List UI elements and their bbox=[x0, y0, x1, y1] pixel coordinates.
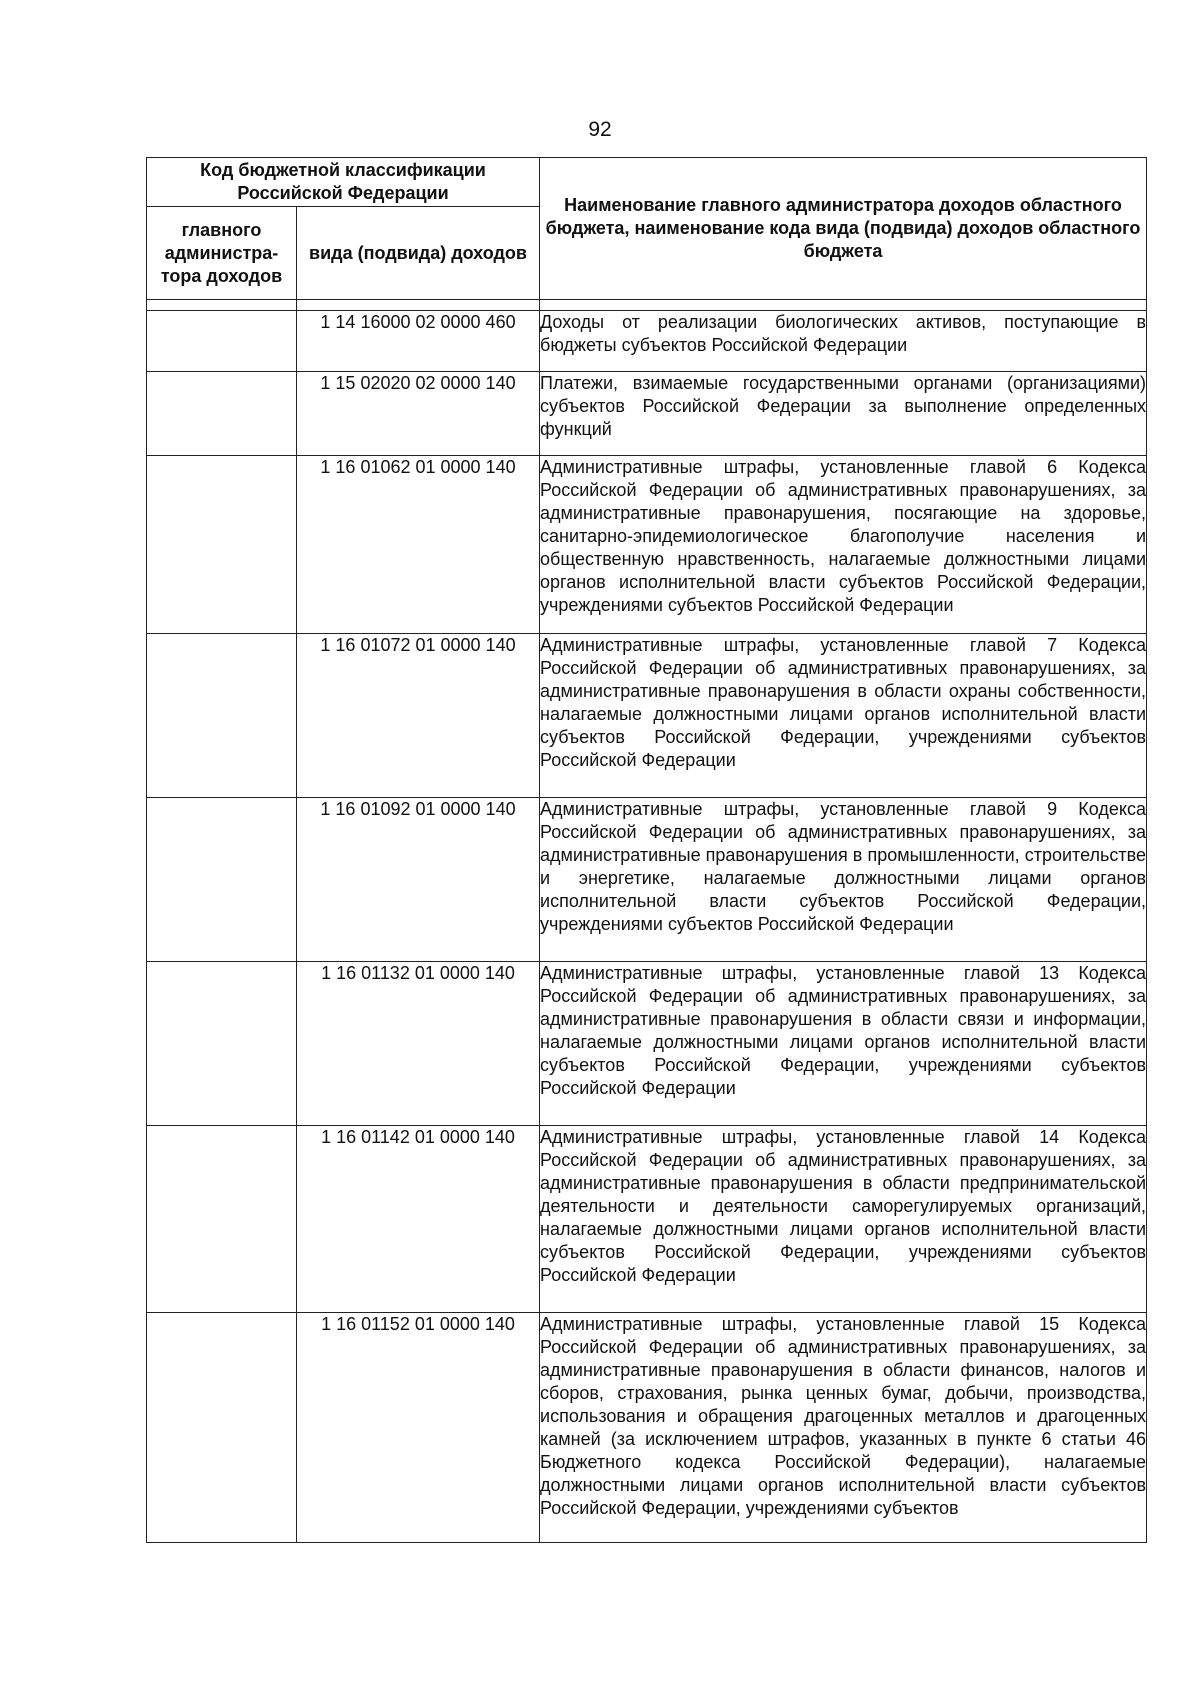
income-code-cell: 1 16 01092 01 0000 140 bbox=[297, 798, 540, 962]
income-name-cell: Административные штрафы, установленные главой 15 Кодекса Российской Федерации об административных правонарушениях, за административные правонарушения в области финансов, налогов и сборов, страхования, рынка ценных бумаг, добычи, производства, использования и обращения драгоценных металлов и драгоценных камней (за исключением штрафов, указанных в пункте 6 статьи 46 Бюджетного кодекса Российской Федерации), налагаемые должностными лицами органов исполнительной власти субъектов Российской Федерации, учреждениями субъектов bbox=[540, 1313, 1147, 1543]
header-name-column: Наименование главного администратора доходов областного бюджета, наименование кода вида (подвида) доходов областного бюджета bbox=[540, 158, 1147, 300]
separator-cell bbox=[147, 300, 297, 311]
header-kind-column: вида (подвида) доходов bbox=[297, 207, 540, 300]
income-name-cell: Административные штрафы, установленные главой 6 Кодекса Российской Федерации об административных правонарушениях, за административные правонарушения, посягающие на здоровье, санитарно-эпидемиологическое благополучие населения и общественную нравственность, налагаемые должностными лицами органов исполнительной власти субъектов Российской Федерации, учреждениями субъектов Российской Федерации bbox=[540, 456, 1147, 634]
page-number: 92 bbox=[588, 118, 612, 141]
separator-cell bbox=[297, 300, 540, 311]
admin-code-cell bbox=[147, 1126, 297, 1313]
admin-code-cell bbox=[147, 311, 297, 372]
table-row bbox=[147, 634, 1147, 798]
income-code-cell: 1 16 01072 01 0000 140 bbox=[297, 634, 540, 798]
income-code-cell: 1 15 02020 02 0000 140 bbox=[297, 372, 540, 456]
header-group-title: Код бюджетной классификации Российской Федерации bbox=[147, 158, 540, 207]
admin-code-cell bbox=[147, 456, 297, 634]
admin-code-cell bbox=[147, 962, 297, 1126]
income-code-cell: 1 14 16000 02 0000 460 bbox=[297, 311, 540, 372]
admin-code-cell bbox=[147, 798, 297, 962]
table-row bbox=[147, 1313, 1147, 1543]
income-code-cell: 1 16 01152 01 0000 140 bbox=[297, 1313, 540, 1543]
admin-code-cell bbox=[147, 634, 297, 798]
table-row bbox=[147, 311, 1147, 372]
income-name-cell: Административные штрафы, установленные главой 7 Кодекса Российской Федерации об административных правонарушениях, за административные правонарушения в области охраны собственности, налагаемые должностными лицами органов исполнительной власти субъектов Российской Федерации, учреждениями субъектов Российской Федерации bbox=[540, 634, 1147, 798]
header-separator-row bbox=[147, 300, 1147, 311]
table-row bbox=[147, 962, 1147, 1126]
header-admin-column: главного администра-тора доходов bbox=[147, 207, 297, 300]
table-row bbox=[147, 1126, 1147, 1313]
income-name-cell: Административные штрафы, установленные главой 13 Кодекса Российской Федерации об административных правонарушениях, за административные правонарушения в области связи и информации, налагаемые должностными лицами органов исполнительной власти субъектов Российской Федерации, учреждениями субъектов Российской Федерации bbox=[540, 962, 1147, 1126]
admin-code-cell bbox=[147, 372, 297, 456]
table-row bbox=[147, 798, 1147, 962]
income-name-cell: Доходы от реализации биологических активов, поступающие в бюджеты субъектов Российской Федерации bbox=[540, 311, 1147, 372]
income-code-cell: 1 16 01062 01 0000 140 bbox=[297, 456, 540, 634]
income-name-cell: Административные штрафы, установленные главой 9 Кодекса Российской Федерации об административных правонарушениях, за административные правонарушения в промышленности, строительстве и энергетике, налагаемые должностными лицами органов исполнительной власти субъектов Российской Федерации, учреждениями субъектов Российской Федерации bbox=[540, 798, 1147, 962]
admin-code-cell bbox=[147, 1313, 297, 1543]
income-name-cell: Административные штрафы, установленные главой 14 Кодекса Российской Федерации об административных правонарушениях, за административные правонарушения в области предпринимательской деятельности и деятельности саморегулируемых организаций, налагаемые должностными лицами органов исполнительной власти субъектов Российской Федерации, учреждениями субъектов Российской Федерации bbox=[540, 1126, 1147, 1313]
income-code-cell: 1 16 01132 01 0000 140 bbox=[297, 962, 540, 1126]
budget-classification-table bbox=[146, 157, 1147, 1543]
separator-cell bbox=[540, 300, 1147, 311]
table-row bbox=[147, 456, 1147, 634]
income-name-cell: Платежи, взимаемые государственными органами (организациями) субъектов Российской Федерации за выполнение определенных функций bbox=[540, 372, 1147, 456]
income-code-cell: 1 16 01142 01 0000 140 bbox=[297, 1126, 540, 1313]
table-row bbox=[147, 372, 1147, 456]
table-body bbox=[147, 300, 1147, 1543]
table-header bbox=[147, 158, 1147, 300]
